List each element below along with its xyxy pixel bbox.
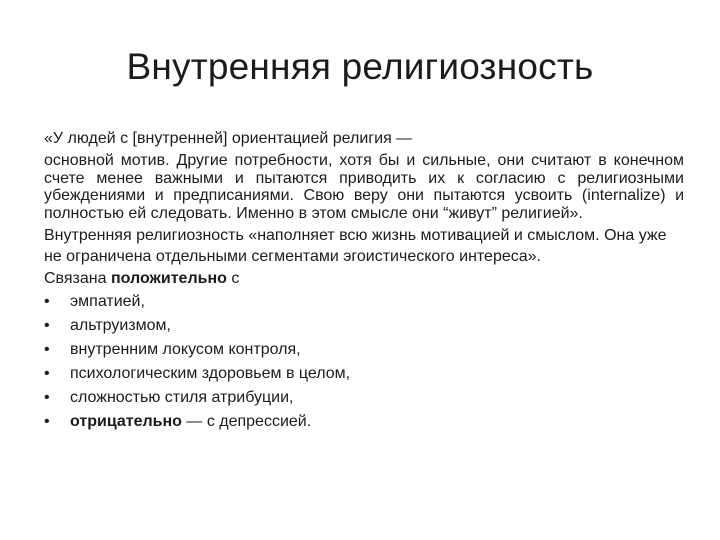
bullet-icon: •: [44, 293, 50, 310]
list-item-text: — с депрессией.: [181, 413, 312, 430]
list-item: [44, 290, 684, 314]
quote-continuation: основной мотив. Другие потребности, хотя бы и сильные, они считают в конечном счете менее важными и пытаются приводить их к согласию с религиозными убеждениями и предписаниями. Свою веру они пытаются усвоить (internalize) и полностью ей следовать. Именно в этом смысле они “живут” религией».: [44, 152, 684, 222]
list-item: [44, 410, 684, 434]
list-item-text: психологическим здоровьем в целом,: [70, 365, 351, 382]
slide-title: Внутренняя религиозность: [126, 46, 594, 87]
linked-suffix: с: [231, 270, 240, 287]
intrinsic-religiosity-paragraph: Внутренняя религиозность «наполняет всю жизнь мотивацией и смыслом. Она уже не ограничена отдельными сегментами эгоистического интереса».: [44, 227, 667, 265]
list-item: [44, 362, 684, 386]
list-item-text: сложностью стиля атрибуции,: [70, 389, 294, 406]
bullet-icon: •: [44, 389, 50, 406]
list-item: [44, 314, 684, 338]
list-item: [44, 338, 684, 362]
list-item-text: внутренним локусом контроля,: [70, 341, 301, 358]
bullet-icon: •: [44, 365, 50, 382]
correlates-list: [44, 290, 684, 434]
quote-first-line: «У людей с [внутренней] ориентацией религия —: [44, 130, 413, 147]
slide-body: [44, 128, 684, 434]
list-item-text: эмпатией,: [70, 293, 145, 310]
linked-bold: положительно: [110, 270, 227, 287]
linked-prefix: Связана: [44, 270, 107, 287]
list-item-text: альтруизмом,: [70, 317, 171, 334]
list-item-bold: отрицательно: [70, 413, 182, 430]
list-item: [44, 386, 684, 410]
bullet-icon: •: [44, 413, 50, 430]
linked-line: [44, 268, 684, 289]
bullet-icon: •: [44, 317, 50, 334]
bullet-icon: •: [44, 341, 50, 358]
